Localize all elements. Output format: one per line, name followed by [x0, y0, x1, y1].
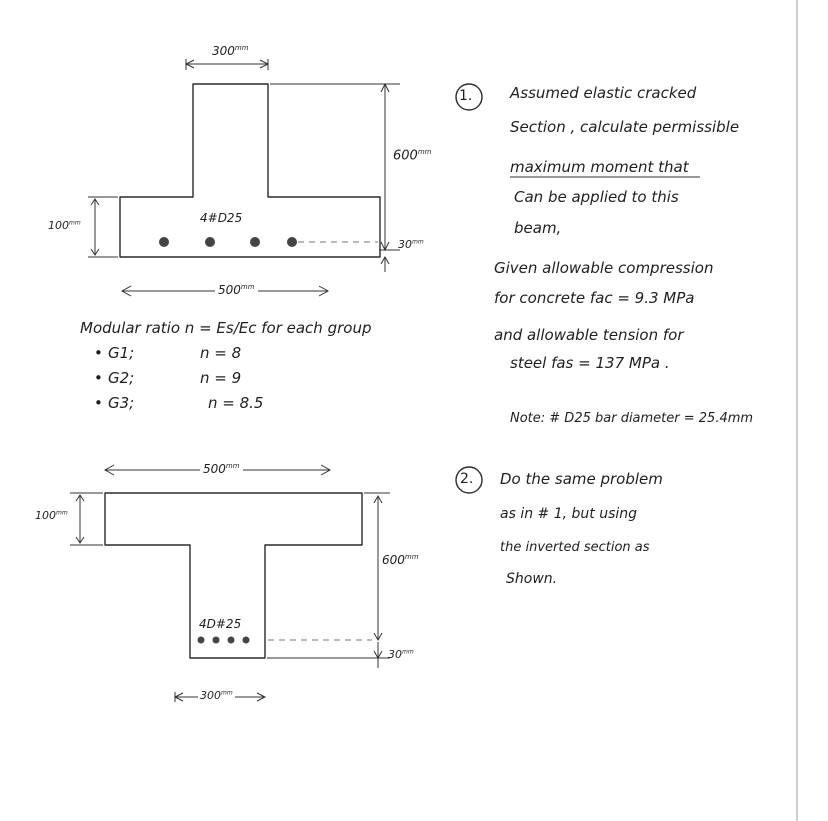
- label-top-width-1: $300^{mm}$: [212, 44, 249, 58]
- rebar-1d: [287, 237, 297, 247]
- problem-2-line: the inverted section as: [500, 540, 650, 555]
- label-flange-1: $100^{mm}$: [48, 219, 81, 232]
- problem-1-line: for concrete fac = 9.3 MPa: [494, 289, 695, 307]
- problem-1-line: Can be applied to this: [514, 188, 679, 206]
- label-bars-1: 4#D25: [200, 211, 243, 225]
- group-row: [94, 369, 344, 394]
- problem-1-line: Section , calculate permissible: [510, 118, 740, 136]
- group-bullet: •: [94, 369, 103, 387]
- problem-1-line: maximum moment that: [510, 158, 689, 176]
- group-value: n = 8: [200, 344, 242, 362]
- modular-ratio-heading: Modular ratio n = Es/Ec for each group: [80, 319, 372, 337]
- problem-1-line: Given allowable compression: [494, 259, 714, 277]
- label-bottom-width-1: $500^{mm}$: [215, 283, 258, 297]
- label-height-2: $600^{mm}$: [382, 553, 419, 567]
- group-name: G2;: [108, 369, 135, 387]
- label-cover-2: $30^{mm}$: [388, 648, 414, 661]
- beam-section-1-outline: [120, 84, 380, 257]
- modular-ratio-list: [94, 344, 344, 419]
- rebar-2c: [228, 637, 235, 644]
- beam-section-2-outline: [105, 493, 362, 658]
- rebar-2b: [213, 637, 220, 644]
- problem-2-number: 2.: [460, 471, 474, 487]
- group-row: [94, 344, 344, 369]
- problem-1-line: Assumed elastic cracked: [510, 84, 697, 102]
- group-value: n = 8.5: [208, 394, 264, 412]
- group-name: G3;: [108, 394, 135, 412]
- beam-section-1: [88, 59, 400, 296]
- problem-1-line: and allowable tension for: [494, 326, 684, 344]
- rebar-2d: [243, 637, 250, 644]
- rebar-1b: [205, 237, 215, 247]
- problem-1-line: steel fas = 137 MPa .: [510, 354, 670, 372]
- problem-1-note: Note: # D25 bar diameter = 25.4mm: [510, 411, 754, 426]
- problem-1-line: beam,: [514, 219, 562, 237]
- rebar-1c: [250, 237, 260, 247]
- group-row: [94, 394, 344, 419]
- label-top-width-2: $500^{mm}$: [200, 462, 243, 476]
- problem-1-number: 1.: [459, 88, 473, 104]
- problem-2-line: Shown.: [506, 571, 558, 587]
- label-cover-1: $30^{mm}$: [398, 238, 424, 251]
- label-flange-2: $100^{mm}$: [35, 509, 68, 522]
- label-bars-2: 4D#25: [199, 617, 242, 631]
- group-value: n = 9: [200, 369, 242, 387]
- label-height-1: $600^{mm}$: [393, 148, 432, 164]
- label-bottom-width-2: $300^{mm}$: [200, 689, 233, 702]
- group-name: G1;: [108, 344, 135, 362]
- beam-section-2: [70, 465, 390, 702]
- rebar-2a: [198, 637, 205, 644]
- group-bullet: •: [94, 344, 103, 362]
- problem-2-line: as in # 1, but using: [500, 506, 638, 522]
- problem-2-line: Do the same problem: [500, 470, 663, 488]
- group-bullet: •: [94, 394, 103, 412]
- rebar-1a: [159, 237, 169, 247]
